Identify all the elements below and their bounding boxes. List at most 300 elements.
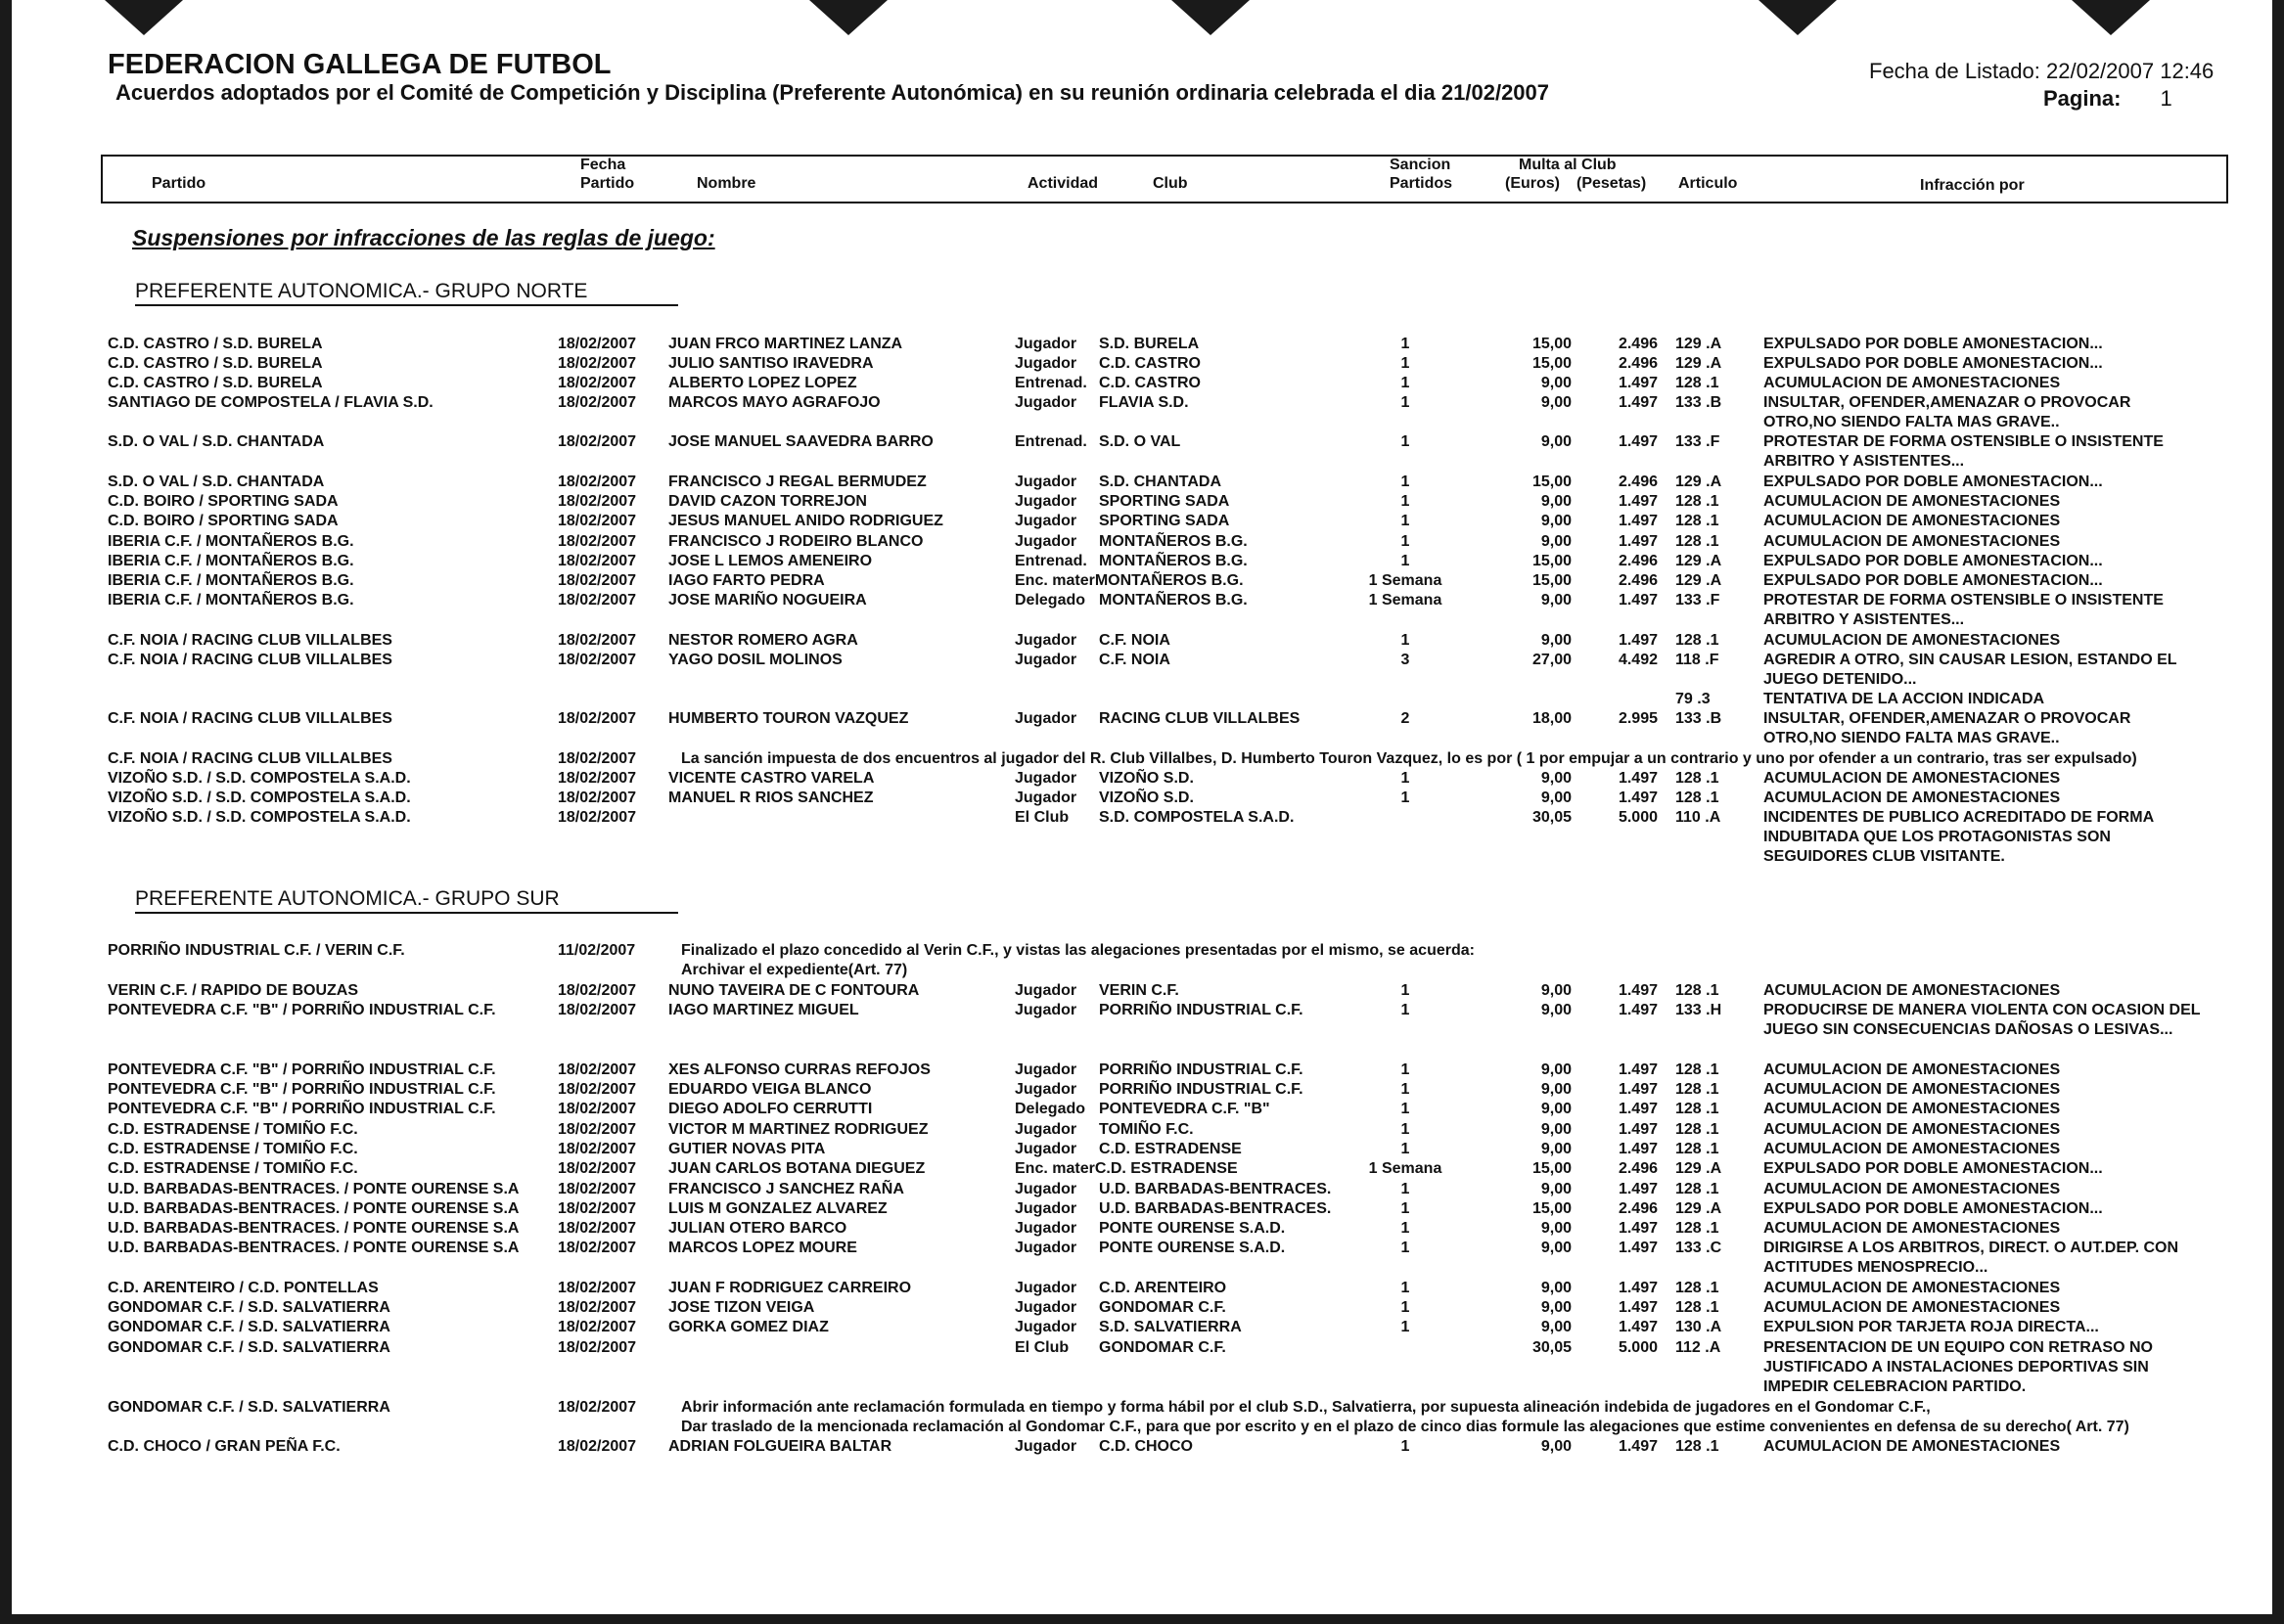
cell-fecha: 18/02/2007 xyxy=(558,474,637,490)
cell-sancion: 1 xyxy=(1400,1319,1410,1335)
cell-fecha: 18/02/2007 xyxy=(558,592,637,609)
cell-euros: 9,00 xyxy=(1540,1438,1572,1455)
cell-articulo: 133 .F xyxy=(1675,592,1720,609)
cell-euros: 9,00 xyxy=(1540,1240,1572,1256)
cell-note: Finalizado el plazo concedido al Verin C.F., y vistas las alegaciones presentadas por el mismo, se acuerda: xyxy=(681,942,1475,959)
cell-sancion: 1 xyxy=(1400,336,1410,352)
cell-partido: C.D. BOIRO / SPORTING SADA xyxy=(108,493,339,510)
cell-partido: IBERIA C.F. / MONTAÑEROS B.G. xyxy=(108,592,354,609)
cell-pesetas: 1.497 xyxy=(1618,770,1658,787)
cell-fecha: 18/02/2007 xyxy=(558,1319,637,1335)
group-norte-heading: PREFERENTE AUTONOMICA.- GRUPO NORTE xyxy=(135,280,678,306)
cell-club: GONDOMAR C.F. xyxy=(1099,1299,1226,1316)
cell-euros: 9,00 xyxy=(1540,1061,1572,1078)
cell-infraccion: ACUMULACION DE AMONESTACIONES xyxy=(1763,533,2061,550)
cell-sancion: 1 xyxy=(1400,770,1410,787)
cell-infraccion: ACUMULACION DE AMONESTACIONES xyxy=(1763,1220,2061,1237)
table-row xyxy=(0,1140,2261,1159)
cell-club: C.D. ARENTEIRO xyxy=(1099,1280,1227,1296)
cell-euros: 9,00 xyxy=(1540,1081,1572,1098)
cell-club: TOMIÑO F.C. xyxy=(1099,1121,1194,1138)
cell-fecha: 18/02/2007 xyxy=(558,770,637,787)
cell-infraccion: JUEGO SIN CONSECUENCIAS DAÑOSAS O LESIVAS... xyxy=(1763,1021,2173,1038)
cell-fecha: 18/02/2007 xyxy=(558,652,637,668)
cell-infraccion: ACUMULACION DE AMONESTACIONES xyxy=(1763,982,2061,999)
cell-actividad: Jugador xyxy=(1015,1141,1077,1157)
cell-partido: C.D. ESTRADENSE / TOMIÑO F.C. xyxy=(108,1121,358,1138)
table-row xyxy=(0,532,2261,552)
cell-euros: 18,00 xyxy=(1531,710,1572,727)
cell-fecha: 18/02/2007 xyxy=(558,982,637,999)
cell-infraccion: ACUMULACION DE AMONESTACIONES xyxy=(1763,1181,2061,1197)
cell-fecha: 18/02/2007 xyxy=(558,750,637,767)
cell-infraccion: TENTATIVA DE LA ACCION INDICADA xyxy=(1763,691,2045,707)
cell-fecha: 18/02/2007 xyxy=(558,433,637,450)
cell-sancion: 1 xyxy=(1400,474,1410,490)
cell-infraccion: ACUMULACION DE AMONESTACIONES xyxy=(1763,1121,2061,1138)
cell-articulo: 133 .H xyxy=(1675,1002,1722,1018)
cell-infraccion: INSULTAR, OFENDER,AMENAZAR O PROVOCAR xyxy=(1763,710,2131,727)
cell-pesetas: 1.497 xyxy=(1618,789,1658,806)
group-sur-heading: PREFERENTE AUTONOMICA.- GRUPO SUR xyxy=(135,887,678,914)
listing-date: Fecha de Listado: 22/02/2007 12:46 xyxy=(1869,59,2215,83)
cell-fecha: 18/02/2007 xyxy=(558,1339,637,1356)
cell-nombre: YAGO DOSIL MOLINOS xyxy=(668,652,843,668)
table-row xyxy=(0,981,2261,1001)
cell-club: U.D. BARBADAS-BENTRACES. xyxy=(1099,1181,1332,1197)
cell-pesetas: 1.497 xyxy=(1618,632,1658,649)
cell-articulo: 129 .A xyxy=(1675,336,1722,352)
cell-nombre: XES ALFONSO CURRAS REFOJOS xyxy=(668,1061,931,1078)
cell-sancion: 1 xyxy=(1400,982,1410,999)
cell-pesetas: 1.497 xyxy=(1618,1081,1658,1098)
cell-actividad: Jugador xyxy=(1015,1200,1077,1217)
cell-actividad: Jugador xyxy=(1015,1240,1077,1256)
cell-nombre: VICENTE CASTRO VARELA xyxy=(668,770,875,787)
cell-sancion: 1 xyxy=(1400,1141,1410,1157)
cell-partido: C.D. ESTRADENSE / TOMIÑO F.C. xyxy=(108,1141,358,1157)
cell-infraccion: EXPULSADO POR DOBLE AMONESTACION... xyxy=(1763,474,2103,490)
cell-club: PORRIÑO INDUSTRIAL C.F. xyxy=(1099,1061,1303,1078)
cell-sancion: 1 Semana xyxy=(1368,572,1442,589)
cell-club: GONDOMAR C.F. xyxy=(1099,1339,1226,1356)
cell-club: PORRIÑO INDUSTRIAL C.F. xyxy=(1099,1002,1303,1018)
cell-partido: GONDOMAR C.F. / S.D. SALVATIERRA xyxy=(108,1399,390,1416)
cell-euros: 9,00 xyxy=(1540,982,1572,999)
cell-sancion: 1 xyxy=(1400,1438,1410,1455)
col-multa: Multa al Club xyxy=(1519,157,1617,173)
cell-articulo: 128 .1 xyxy=(1675,770,1719,787)
cell-euros: 9,00 xyxy=(1540,433,1572,450)
cell-euros: 9,00 xyxy=(1540,789,1572,806)
cell-articulo: 133 .B xyxy=(1675,710,1722,727)
cell-actividad: Jugador xyxy=(1015,982,1077,999)
cell-pesetas: 1.497 xyxy=(1618,1181,1658,1197)
cell-actividad: Jugador xyxy=(1015,1438,1077,1455)
cell-pesetas: 2.995 xyxy=(1618,710,1658,727)
cell-infraccion: DIRIGIRSE A LOS ARBITROS, DIRECT. O AUT.DEP. CON xyxy=(1763,1240,2179,1256)
cell-fecha: 18/02/2007 xyxy=(558,1240,637,1256)
cell-articulo: 133 .F xyxy=(1675,433,1720,450)
cell-fecha: 18/02/2007 xyxy=(558,1200,637,1217)
cell-pesetas: 1.497 xyxy=(1618,1220,1658,1237)
cell-partido: U.D. BARBADAS-BENTRACES. / PONTE OURENSE S.A xyxy=(108,1240,520,1256)
cell-infraccion: AGREDIR A OTRO, SIN CAUSAR LESION, ESTANDO EL xyxy=(1763,652,2177,668)
cell-actividad: Jugador xyxy=(1015,493,1077,510)
cell-actividad: Jugador xyxy=(1015,513,1077,529)
col-infraccion: Infracción por xyxy=(1920,177,2025,194)
cell-euros: 15,00 xyxy=(1531,553,1572,569)
cell-fecha: 18/02/2007 xyxy=(558,533,637,550)
cell-euros: 15,00 xyxy=(1531,1160,1572,1177)
cell-infraccion: INSULTAR, OFENDER,AMENAZAR O PROVOCAR xyxy=(1763,394,2131,411)
table-row xyxy=(0,1318,2261,1337)
cell-euros: 9,00 xyxy=(1540,394,1572,411)
cell-euros: 15,00 xyxy=(1531,355,1572,372)
cell-club: C.D. CASTRO xyxy=(1099,355,1201,372)
cell-actividad: Jugador xyxy=(1015,1061,1077,1078)
table-row xyxy=(0,1080,2261,1100)
page-label: Pagina: xyxy=(2043,86,2122,111)
document-title: FEDERACION GALLEGA DE FUTBOL xyxy=(108,49,612,80)
cell-nombre: FRANCISCO J SANCHEZ RAÑA xyxy=(668,1181,904,1197)
cell-pesetas: 1.497 xyxy=(1618,1280,1658,1296)
cell-articulo: 128 .1 xyxy=(1675,1438,1719,1455)
col-fecha-top: Fecha xyxy=(580,157,626,173)
cell-infraccion: ACUMULACION DE AMONESTACIONES xyxy=(1763,493,2061,510)
cell-club: MONTAÑEROS B.G. xyxy=(1099,533,1248,550)
cell-club: PONTEVEDRA C.F. "B" xyxy=(1099,1101,1270,1117)
cell-sancion: 2 xyxy=(1400,710,1410,727)
cell-infraccion: ACUMULACION DE AMONESTACIONES xyxy=(1763,789,2061,806)
cell-fecha: 18/02/2007 xyxy=(558,809,637,826)
cell-nombre: EDUARDO VEIGA BLANCO xyxy=(668,1081,872,1098)
cell-club: S.D. O VAL xyxy=(1099,433,1181,450)
cell-pesetas: 1.497 xyxy=(1618,1061,1658,1078)
cell-club: VERIN C.F. xyxy=(1099,982,1179,999)
cell-pesetas: 1.497 xyxy=(1618,375,1658,391)
cell-sancion: 1 xyxy=(1400,533,1410,550)
cell-nombre: JUAN FRCO MARTINEZ LANZA xyxy=(668,336,903,352)
cell-articulo: 79 .3 xyxy=(1675,691,1711,707)
cell-infraccion: JUEGO DETENIDO... xyxy=(1763,671,1917,688)
cell-infraccion: ARBITRO Y ASISTENTES... xyxy=(1763,611,1965,628)
cell-nombre: JOSE MANUEL SAAVEDRA BARRO xyxy=(668,433,934,450)
cell-nombre: ADRIAN FOLGUEIRA BALTAR xyxy=(668,1438,892,1455)
cell-fecha: 18/02/2007 xyxy=(558,1002,637,1018)
cell-actividad: Jugador xyxy=(1015,533,1077,550)
cell-pesetas: 4.492 xyxy=(1618,652,1658,668)
cell-sancion: 1 xyxy=(1400,1101,1410,1117)
cell-euros: 9,00 xyxy=(1540,1299,1572,1316)
cell-nombre: MARCOS MAYO AGRAFOJO xyxy=(668,394,881,411)
cell-club: C.F. NOIA xyxy=(1099,652,1170,668)
cell-articulo: 129 .A xyxy=(1675,355,1722,372)
cell-euros: 15,00 xyxy=(1531,474,1572,490)
table-row xyxy=(0,393,2261,430)
cell-infraccion: PROTESTAR DE FORMA OSTENSIBLE O INSISTENTE xyxy=(1763,433,2164,450)
cell-club: RACING CLUB VILLALBES xyxy=(1099,710,1301,727)
cell-articulo: 128 .1 xyxy=(1675,1081,1719,1098)
cell-pesetas: 1.497 xyxy=(1618,1101,1658,1117)
cell-partido: PONTEVEDRA C.F. "B" / PORRIÑO INDUSTRIAL C.F. xyxy=(108,1002,496,1018)
cell-euros: 30,05 xyxy=(1531,1339,1572,1356)
cell-club: S.D. CHANTADA xyxy=(1099,474,1222,490)
cell-note: Abrir información ante reclamación formulada en tiempo y forma hábil por el club S.D., Salvatierra, por supuesta alineación indebida de jugadores en el Gondomar C.F., xyxy=(681,1399,1931,1416)
cell-sancion: 1 xyxy=(1400,1220,1410,1237)
cell-pesetas: 1.497 xyxy=(1618,513,1658,529)
cell-partido: C.F. NOIA / RACING CLUB VILLALBES xyxy=(108,710,392,727)
cell-note: Dar traslado de la mencionada reclamación al Gondomar C.F., para que por escrito y en el plazo de cinco dias formule las alegaciones que estime convenientes en defensa de su derecho( Art. 77) xyxy=(681,1419,2129,1435)
cell-fecha: 18/02/2007 xyxy=(558,1101,637,1117)
cell-articulo: 128 .1 xyxy=(1675,982,1719,999)
table-row xyxy=(0,1100,2261,1119)
cell-partido: C.D. CASTRO / S.D. BURELA xyxy=(108,375,323,391)
cell-pesetas: 5.000 xyxy=(1618,809,1658,826)
cell-club: VIZOÑO S.D. xyxy=(1099,770,1194,787)
cell-sancion: 1 xyxy=(1400,1061,1410,1078)
cell-nombre: VICTOR M MARTINEZ RODRIGUEZ xyxy=(668,1121,929,1138)
cell-articulo: 128 .1 xyxy=(1675,375,1719,391)
cell-fecha: 18/02/2007 xyxy=(558,1399,637,1416)
cell-club: MONTAÑEROS B.G. xyxy=(1099,592,1248,609)
cell-actividad: Jugador xyxy=(1015,355,1077,372)
col-nombre: Nombre xyxy=(697,175,756,192)
cell-fecha: 18/02/2007 xyxy=(558,1299,637,1316)
cell-euros: 9,00 xyxy=(1540,1121,1572,1138)
cell-infraccion: OTRO,NO SIENDO FALTA MAS GRAVE.. xyxy=(1763,730,2060,746)
cell-nombre: LUIS M GONZALEZ ALVAREZ xyxy=(668,1200,888,1217)
col-sancion-top: Sancion xyxy=(1390,157,1451,173)
table-row xyxy=(0,651,2261,707)
cell-nombre: JESUS MANUEL ANIDO RODRIGUEZ xyxy=(668,513,943,529)
cell-pesetas: 1.497 xyxy=(1618,982,1658,999)
cell-articulo: 128 .1 xyxy=(1675,789,1719,806)
cell-nombre: NESTOR ROMERO AGRA xyxy=(668,632,858,649)
cell-note: La sanción impuesta de dos encuentros al jugador del R. Club Villalbes, D. Humberto Touron Vazquez, lo es por ( 1 por empujar a un contrario y uno por ofender a un contrario, tras ser expulsado) xyxy=(681,750,2137,767)
cell-actividad: Jugador xyxy=(1015,1081,1077,1098)
cell-partido: PONTEVEDRA C.F. "B" / PORRIÑO INDUSTRIAL C.F. xyxy=(108,1061,496,1078)
cell-actividad: El Club xyxy=(1015,809,1070,826)
cell-fecha: 18/02/2007 xyxy=(558,572,637,589)
cell-infraccion: EXPULSION POR TARJETA ROJA DIRECTA... xyxy=(1763,1319,2099,1335)
cell-sancion: 1 xyxy=(1400,394,1410,411)
cell-partido: IBERIA C.F. / MONTAÑEROS B.G. xyxy=(108,533,354,550)
cell-euros: 9,00 xyxy=(1540,493,1572,510)
cell-euros: 9,00 xyxy=(1540,1141,1572,1157)
cell-fecha: 18/02/2007 xyxy=(558,710,637,727)
table-row xyxy=(0,769,2261,789)
page-value: 1 xyxy=(2160,86,2172,111)
cell-club: S.D. BURELA xyxy=(1099,336,1200,352)
cell-partido: IBERIA C.F. / MONTAÑEROS B.G. xyxy=(108,553,354,569)
cell-partido: U.D. BARBADAS-BENTRACES. / PONTE OURENSE S.A xyxy=(108,1220,520,1237)
cell-club: S.D. SALVATIERRA xyxy=(1099,1319,1242,1335)
cell-actividad: Jugador xyxy=(1015,1002,1077,1018)
cell-sancion: 1 xyxy=(1400,1200,1410,1217)
cell-sancion: 1 xyxy=(1400,1121,1410,1138)
cell-actividad: Jugador xyxy=(1015,632,1077,649)
torn-edge xyxy=(809,0,888,35)
cell-sancion: 3 xyxy=(1400,652,1410,668)
cell-pesetas: 1.497 xyxy=(1618,1319,1658,1335)
cell-infraccion: EXPULSADO POR DOBLE AMONESTACION... xyxy=(1763,336,2103,352)
cell-actividad: Jugador xyxy=(1015,1220,1077,1237)
cell-actividad: Jugador xyxy=(1015,1280,1077,1296)
cell-nombre: HUMBERTO TOURON VAZQUEZ xyxy=(668,710,909,727)
table-row xyxy=(0,1060,2261,1080)
table-row xyxy=(0,808,2261,865)
cell-partido: C.F. NOIA / RACING CLUB VILLALBES xyxy=(108,632,392,649)
cell-infraccion: OTRO,NO SIENDO FALTA MAS GRAVE.. xyxy=(1763,414,2060,430)
cell-infraccion: ARBITRO Y ASISTENTES... xyxy=(1763,453,1965,470)
cell-infraccion: ACUMULACION DE AMONESTACIONES xyxy=(1763,632,2061,649)
cell-fecha: 18/02/2007 xyxy=(558,1121,637,1138)
col-euros: (Euros) xyxy=(1505,175,1560,192)
table-row xyxy=(0,1338,2261,1395)
cell-nombre: GUTIER NOVAS PITA xyxy=(668,1141,826,1157)
cell-partido: VIZOÑO S.D. / S.D. COMPOSTELA S.A.D. xyxy=(108,770,411,787)
col-actividad: Actividad xyxy=(1028,175,1099,192)
cell-actividad: Jugador xyxy=(1015,336,1077,352)
table-row xyxy=(0,1180,2261,1199)
cell-euros: 27,00 xyxy=(1531,652,1572,668)
cell-partido: C.D. BOIRO / SPORTING SADA xyxy=(108,513,339,529)
cell-euros: 9,00 xyxy=(1540,513,1572,529)
cell-infraccion: INCIDENTES DE PUBLICO ACREDITADO DE FORMA xyxy=(1763,809,2155,826)
cell-partido: S.D. O VAL / S.D. CHANTADA xyxy=(108,474,325,490)
cell-fecha: 18/02/2007 xyxy=(558,1061,637,1078)
cell-sancion: 1 xyxy=(1400,1081,1410,1098)
cell-infraccion: ACUMULACION DE AMONESTACIONES xyxy=(1763,513,2061,529)
cell-nombre: JULIAN OTERO BARCO xyxy=(668,1220,847,1237)
table-row xyxy=(0,1219,2261,1239)
cell-fecha: 18/02/2007 xyxy=(558,553,637,569)
cell-sancion: 1 xyxy=(1400,493,1410,510)
cell-articulo: 128 .1 xyxy=(1675,1121,1719,1138)
cell-partido: GONDOMAR C.F. / S.D. SALVATIERRA xyxy=(108,1339,390,1356)
cell-fecha: 18/02/2007 xyxy=(558,394,637,411)
cell-sancion: 1 xyxy=(1400,1280,1410,1296)
col-partido: Partido xyxy=(152,175,206,192)
table-row xyxy=(0,1239,2261,1276)
cell-articulo: 129 .A xyxy=(1675,474,1722,490)
cell-articulo: 128 .1 xyxy=(1675,1299,1719,1316)
cell-articulo: 128 .1 xyxy=(1675,1101,1719,1117)
cell-articulo: 129 .A xyxy=(1675,1200,1722,1217)
cell-pesetas: 1.497 xyxy=(1618,533,1658,550)
cell-articulo: 133 .C xyxy=(1675,1240,1722,1256)
cell-club: C.F. NOIA xyxy=(1099,632,1170,649)
cell-euros: 9,00 xyxy=(1540,1280,1572,1296)
cell-partido: C.F. NOIA / RACING CLUB VILLALBES xyxy=(108,652,392,668)
cell-nombre: DAVID CAZON TORREJON xyxy=(668,493,867,510)
cell-euros: 15,00 xyxy=(1531,336,1572,352)
cell-articulo: 128 .1 xyxy=(1675,1061,1719,1078)
cell-partido: U.D. BARBADAS-BENTRACES. / PONTE OURENSE S.A xyxy=(108,1200,520,1217)
table-row xyxy=(0,789,2261,808)
table-row xyxy=(0,1199,2261,1219)
cell-infraccion: PRESENTACION DE UN EQUIPO CON RETRASO NO xyxy=(1763,1339,2153,1356)
cell-sancion: 1 xyxy=(1400,553,1410,569)
cell-pesetas: 1.497 xyxy=(1618,1299,1658,1316)
table-row xyxy=(0,1159,2261,1179)
cell-club: FLAVIA S.D. xyxy=(1099,394,1189,411)
col-club: Club xyxy=(1153,175,1188,192)
cell-sancion: 1 xyxy=(1400,789,1410,806)
cell-infraccion: ACUMULACION DE AMONESTACIONES xyxy=(1763,1141,2061,1157)
cell-partido: GONDOMAR C.F. / S.D. SALVATIERRA xyxy=(108,1319,390,1335)
cell-partido: U.D. BARBADAS-BENTRACES. / PONTE OURENSE S.A xyxy=(108,1181,520,1197)
cell-infraccion: ACUMULACION DE AMONESTACIONES xyxy=(1763,1081,2061,1098)
cell-club: MONTAÑEROS B.G. xyxy=(1099,553,1248,569)
cell-sancion: 1 xyxy=(1400,1002,1410,1018)
cell-actividad: Enc. materC.D. ESTRADENSE xyxy=(1015,1160,1238,1177)
cell-articulo: 128 .1 xyxy=(1675,533,1719,550)
cell-pesetas: 1.497 xyxy=(1618,433,1658,450)
cell-fecha: 18/02/2007 xyxy=(558,1438,637,1455)
cell-nombre: JULIO SANTISO IRAVEDRA xyxy=(668,355,874,372)
cell-pesetas: 2.496 xyxy=(1618,336,1658,352)
cell-pesetas: 5.000 xyxy=(1618,1339,1658,1356)
cell-infraccion: ACUMULACION DE AMONESTACIONES xyxy=(1763,1101,2061,1117)
cell-actividad: Delegado xyxy=(1015,1101,1086,1117)
cell-nombre: IAGO FARTO PEDRA xyxy=(668,572,825,589)
table-row xyxy=(0,571,2261,591)
cell-articulo: 128 .1 xyxy=(1675,1141,1719,1157)
cell-euros: 9,00 xyxy=(1540,592,1572,609)
cell-fecha: 18/02/2007 xyxy=(558,1181,637,1197)
cell-infraccion: IMPEDIR CELEBRACION PARTIDO. xyxy=(1763,1378,2027,1395)
cell-nombre: FRANCISCO J REGAL BERMUDEZ xyxy=(668,474,927,490)
cell-euros: 9,00 xyxy=(1540,1101,1572,1117)
cell-articulo: 129 .A xyxy=(1675,572,1722,589)
table-row xyxy=(0,749,2261,769)
cell-actividad: Entrenad. xyxy=(1015,375,1087,391)
cell-partido: GONDOMAR C.F. / S.D. SALVATIERRA xyxy=(108,1299,390,1316)
cell-fecha: 18/02/2007 xyxy=(558,375,637,391)
cell-articulo: 128 .1 xyxy=(1675,513,1719,529)
cell-fecha: 18/02/2007 xyxy=(558,1141,637,1157)
cell-nombre: JOSE TIZON VEIGA xyxy=(668,1299,815,1316)
cell-nombre: JOSE MARIÑO NOGUEIRA xyxy=(668,592,867,609)
cell-infraccion: EXPULSADO POR DOBLE AMONESTACION... xyxy=(1763,553,2103,569)
cell-actividad: Jugador xyxy=(1015,474,1077,490)
cell-partido: VIZOÑO S.D. / S.D. COMPOSTELA S.A.D. xyxy=(108,789,411,806)
cell-nombre: MARCOS LOPEZ MOURE xyxy=(668,1240,857,1256)
cell-euros: 30,05 xyxy=(1531,809,1572,826)
cell-euros: 9,00 xyxy=(1540,533,1572,550)
cell-partido: PORRIÑO INDUSTRIAL C.F. / VERIN C.F. xyxy=(108,942,405,959)
cell-actividad: Delegado xyxy=(1015,592,1086,609)
cell-club: PORRIÑO INDUSTRIAL C.F. xyxy=(1099,1081,1303,1098)
table-row xyxy=(0,631,2261,651)
cell-euros: 9,00 xyxy=(1540,770,1572,787)
cell-club: PONTE OURENSE S.A.D. xyxy=(1099,1240,1286,1256)
cell-club: S.D. COMPOSTELA S.A.D. xyxy=(1099,809,1295,826)
cell-sancion: 1 xyxy=(1400,1181,1410,1197)
cell-euros: 9,00 xyxy=(1540,1220,1572,1237)
cell-nombre: JUAN CARLOS BOTANA DIEGUEZ xyxy=(668,1160,926,1177)
col-articulo: Articulo xyxy=(1678,175,1738,192)
torn-edge xyxy=(1759,0,1837,35)
cell-club: SPORTING SADA xyxy=(1099,513,1230,529)
torn-edge xyxy=(1171,0,1250,35)
cell-pesetas: 1.497 xyxy=(1618,1121,1658,1138)
table-row xyxy=(0,432,2261,470)
col-fecha-bottom: Partido xyxy=(580,175,635,192)
cell-actividad: Jugador xyxy=(1015,652,1077,668)
